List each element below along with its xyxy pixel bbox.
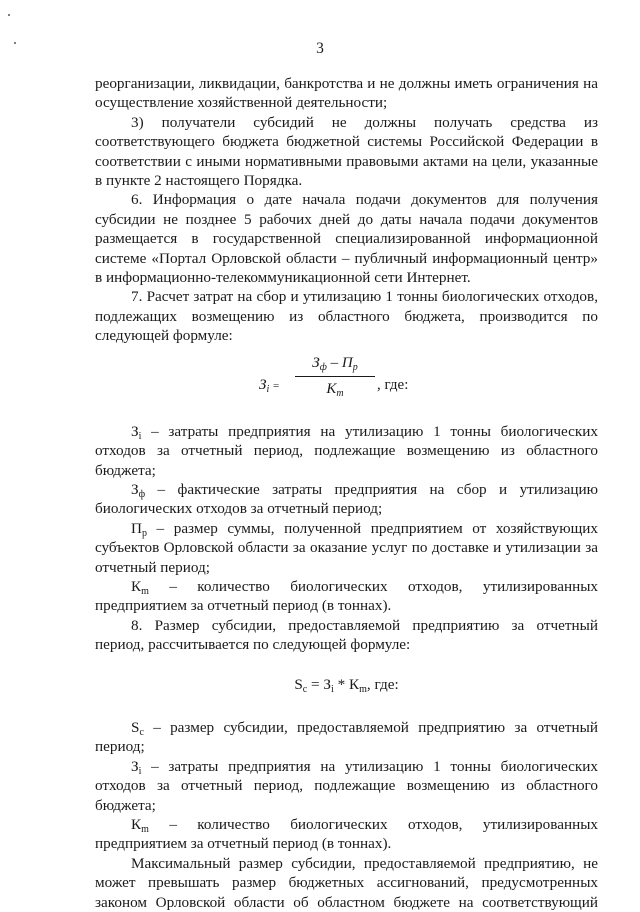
definition: $К_m$ – количество биологических отходов, утилизированных предприятием за отчетный период (в тоннах).	[95, 816, 598, 853]
page-number: 3	[316, 40, 324, 57]
definition: $П_р$ – размер суммы, полученной предприятием от хозяйствующих субъектов Орловской области за оказание услуг по доставке и утилизации за отчетный период;	[95, 519, 598, 576]
definition: $К_m$ – количество биологических отходов, утилизированных предприятием за отчетный период (в тоннах).	[95, 577, 598, 615]
paragraph: реорганизации, ликвидации, банкротства и не должны иметь ограничения на осуществление хозяйственной деятельности;	[95, 75, 598, 112]
definition: $S_c$ – размер субсидии, предоставляемой предприятию за отчетный период;	[95, 718, 598, 756]
formula-subsidy: $S_c = З_i * К_m$, где:	[294, 675, 399, 695]
definition: $З_i$ – затраты предприятия на утилизацию 1 тонны биологических отходов за отчетный период, подлежащие возмещению из областного бюджета;	[95, 757, 598, 814]
paragraph: 8. Размер субсидии, предоставляемой предприятию за отчетный период, рассчитывается по следующей формуле:	[95, 616, 598, 654]
paragraph: Максимальный размер субсидии, предоставляемой предприятию, не может превышать размер бюджетных ассигнований, предусмотренных законом Орловской области об областном бюджете на соответствующий	[95, 854, 598, 911]
document-body	[95, 74, 598, 912]
formula-denominator: $К_т$	[326, 380, 344, 399]
formula-tail: , где:	[377, 376, 409, 393]
paragraph: 7. Расчет затрат на сбор и утилизацию 1 тонны биологических отходов, подлежащих возмещению из областного бюджета, производится по следующей формуле:	[95, 288, 598, 345]
formula-lhs: $З_i$ =	[259, 376, 280, 395]
formula-cost-per-ton	[95, 348, 598, 418]
paragraph: 3) получатели субсидий не должны получать средства из соответствующего бюджета бюджетной системы Российской Федерации в соответствии с иными нормативными правовыми актами на цели, указанные в пункте 2 настоящего Порядка.	[95, 113, 598, 190]
definition: $З_ф$ – фактические затраты предприятия на сбор и утилизацию биологических отходов за отчетный период;	[95, 480, 598, 518]
formula-numerator: $З_ф - П_р$	[312, 354, 358, 373]
paragraph: 6. Информация о дате начала подачи документов для получения субсидии не позднее 5 рабочих дней до даты начала подачи документов размещается в государственной специализированной информационной системе «Портал Орловской области – публичный информационный центр» в информационно-телекоммуникационной сети Интернет.	[95, 191, 598, 287]
formula-fraction	[295, 354, 375, 399]
definition: $З_i$ – затраты предприятия на утилизацию 1 тонны биологических отходов за отчетный период, подлежащие возмещению из областного бюджета;	[95, 422, 598, 479]
scan-speck	[8, 14, 10, 16]
